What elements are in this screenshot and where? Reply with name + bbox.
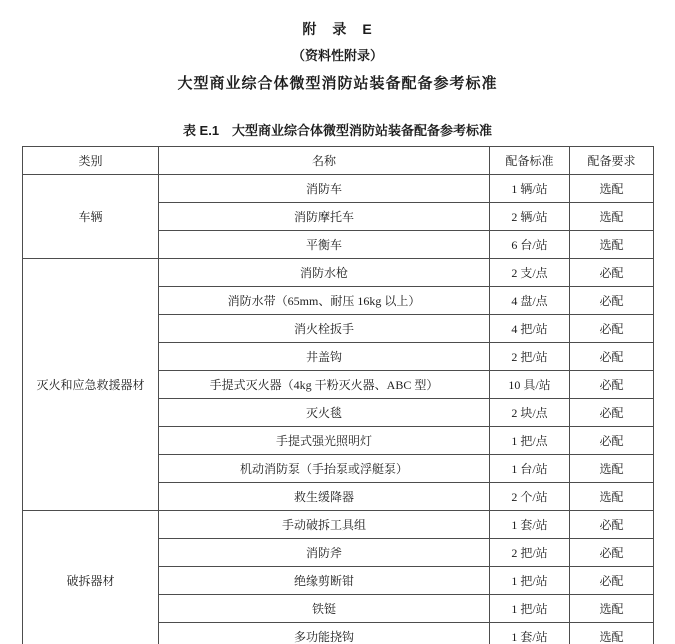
requirement-cell: 选配 xyxy=(570,203,654,231)
equipment-table xyxy=(22,146,654,644)
name-cell: 救生缓降器 xyxy=(159,483,490,511)
standard-cell: 2 支/点 xyxy=(490,259,570,287)
requirement-cell: 必配 xyxy=(570,287,654,315)
requirement-cell: 选配 xyxy=(570,623,654,644)
standard-cell: 2 辆/站 xyxy=(490,203,570,231)
column-header-category: 类别 xyxy=(23,147,159,175)
standard-cell: 2 个/站 xyxy=(490,483,570,511)
standard-cell: 2 块/点 xyxy=(490,399,570,427)
table-caption: 表 E.1 大型商业综合体微型消防站装备配备参考标准 xyxy=(182,123,493,138)
name-cell: 手提式强光照明灯 xyxy=(159,427,490,455)
requirement-cell: 必配 xyxy=(570,511,654,539)
requirement-cell: 选配 xyxy=(570,175,654,203)
document-page xyxy=(0,20,675,644)
column-header-requirement: 配备要求 xyxy=(570,147,654,175)
name-cell: 消防水带（65mm、耐压 16kg 以上） xyxy=(159,287,490,315)
column-header-name: 名称 xyxy=(159,147,490,175)
standard-cell: 4 把/站 xyxy=(490,315,570,343)
requirement-cell: 选配 xyxy=(570,231,654,259)
name-cell: 绝缘剪断钳 xyxy=(159,567,490,595)
requirement-cell: 必配 xyxy=(570,567,654,595)
table-row xyxy=(23,259,654,287)
name-cell: 消防车 xyxy=(159,175,490,203)
requirement-cell: 选配 xyxy=(570,483,654,511)
appendix-subtitle: （资料性附录） xyxy=(291,48,383,63)
table-header-row xyxy=(23,147,654,175)
requirement-cell: 必配 xyxy=(570,399,654,427)
name-cell: 手提式灭火器（4kg 干粉灭火器、ABC 型） xyxy=(159,371,490,399)
requirement-cell: 选配 xyxy=(570,595,654,623)
name-cell: 消火栓扳手 xyxy=(159,315,490,343)
requirement-cell: 必配 xyxy=(570,259,654,287)
name-cell: 多功能挠钩 xyxy=(159,623,490,644)
table-row xyxy=(23,175,654,203)
standard-cell: 1 套/站 xyxy=(490,623,570,644)
name-cell: 消防摩托车 xyxy=(159,203,490,231)
standard-cell: 2 把/站 xyxy=(490,539,570,567)
table-row xyxy=(23,511,654,539)
name-cell: 井盖钩 xyxy=(159,343,490,371)
standard-cell: 1 把/站 xyxy=(490,567,570,595)
name-cell: 灭火毯 xyxy=(159,399,490,427)
appendix-heading: 大型商业综合体微型消防站装备配备参考标准 xyxy=(177,75,498,92)
standard-cell: 2 把/站 xyxy=(490,343,570,371)
name-cell: 铁铤 xyxy=(159,595,490,623)
standard-cell: 1 辆/站 xyxy=(490,175,570,203)
name-cell: 手动破拆工具组 xyxy=(159,511,490,539)
name-cell: 消防水枪 xyxy=(159,259,490,287)
standard-cell: 6 台/站 xyxy=(490,231,570,259)
category-cell: 灭火和应急救援器材 xyxy=(23,259,159,511)
requirement-cell: 必配 xyxy=(570,315,654,343)
column-header-standard: 配备标准 xyxy=(490,147,570,175)
category-cell: 破拆器材 xyxy=(23,511,159,644)
appendix-title: 附 录 E xyxy=(302,21,373,37)
requirement-cell: 必配 xyxy=(570,539,654,567)
standard-cell: 1 套/站 xyxy=(490,511,570,539)
requirement-cell: 必配 xyxy=(570,343,654,371)
equipment-table-body xyxy=(23,175,654,644)
standard-cell: 4 盘/点 xyxy=(490,287,570,315)
requirement-cell: 选配 xyxy=(570,455,654,483)
standard-cell: 1 台/站 xyxy=(490,455,570,483)
name-cell: 消防斧 xyxy=(159,539,490,567)
name-cell: 平衡车 xyxy=(159,231,490,259)
requirement-cell: 必配 xyxy=(570,427,654,455)
standard-cell: 1 把/点 xyxy=(490,427,570,455)
standard-cell: 1 把/站 xyxy=(490,595,570,623)
category-cell: 车辆 xyxy=(23,175,159,259)
name-cell: 机动消防泵（手抬泵或浮艇泵） xyxy=(159,455,490,483)
standard-cell: 10 具/站 xyxy=(490,371,570,399)
requirement-cell: 必配 xyxy=(570,371,654,399)
